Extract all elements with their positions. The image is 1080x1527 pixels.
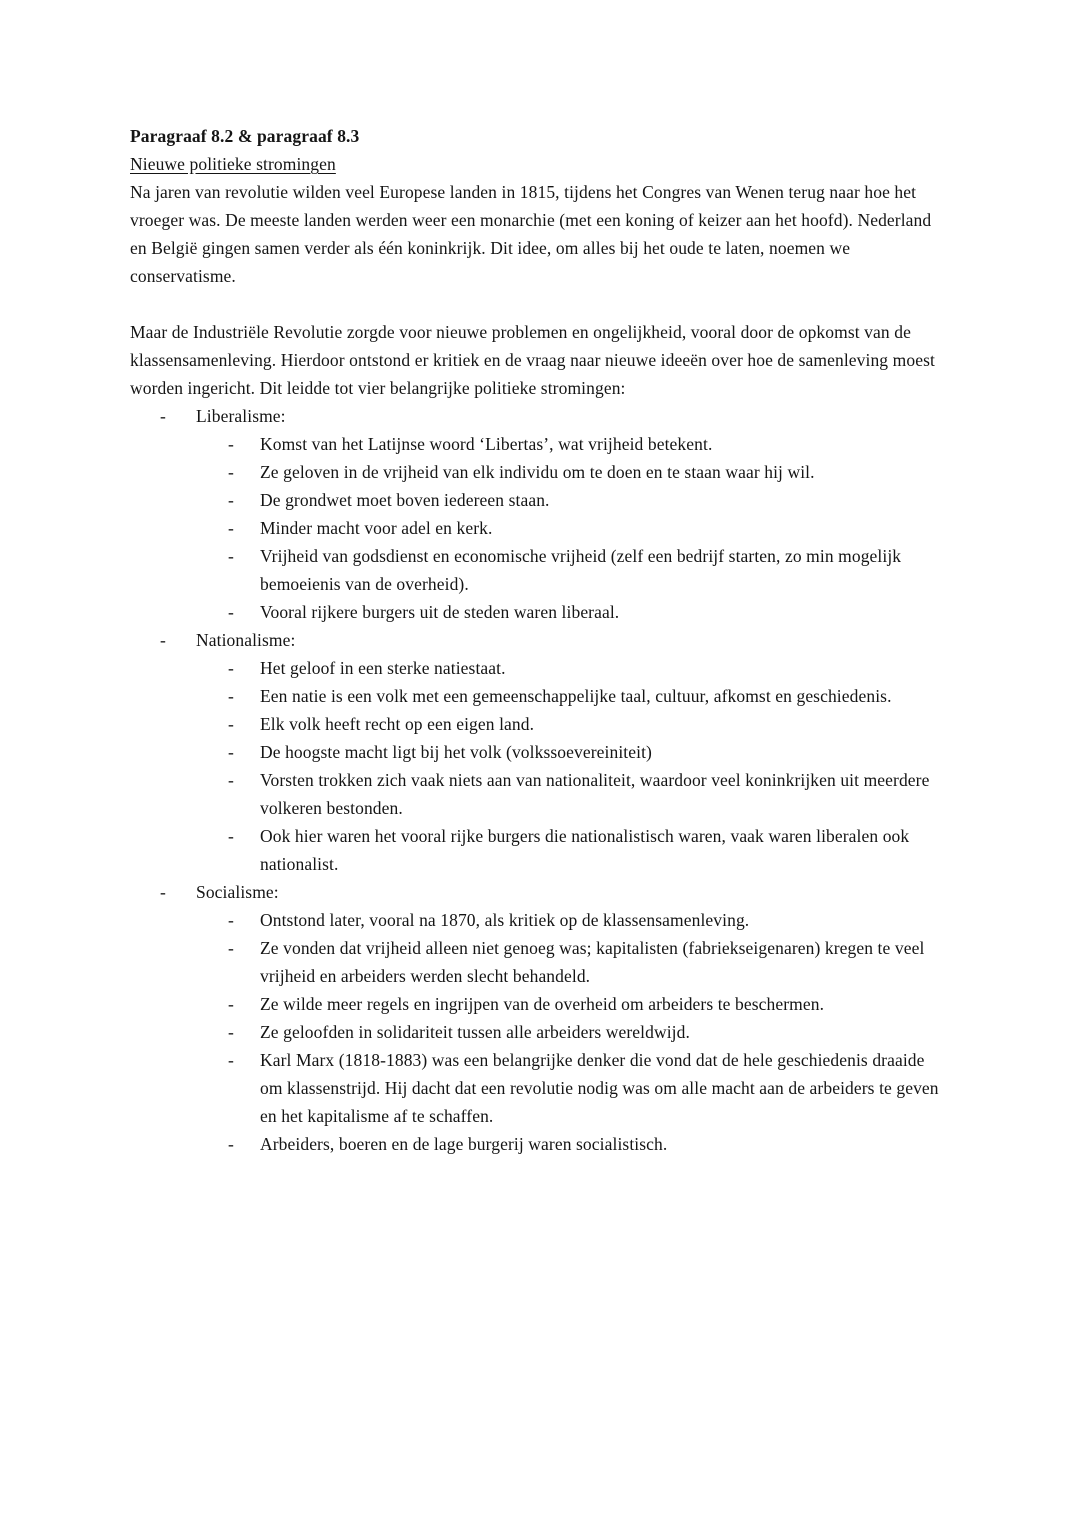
list-item [130,514,944,542]
bullet-dash: - [228,546,234,566]
list-item [130,766,944,822]
bullet-text: Ze geloofden in solidariteit tussen alle arbeiders wereldwijd. [260,1022,690,1042]
bullet-text: Komst van het Latijnse woord ‘Libertas’, wat vrijheid betekent. [260,434,713,454]
list-item [130,710,944,738]
bullet-text: Vrijheid van godsdienst en economische vrijheid (zelf een bedrijf starten, zo min mogelijk bemoeienis van de overheid). [260,546,902,594]
list-item [130,1018,944,1046]
bullet-text: Ze geloven in de vrijheid van elk individu om te doen en te staan waar hij wil. [260,462,815,482]
list-item [130,906,944,934]
list-item [130,430,944,458]
bullet-dash: - [228,490,234,510]
bullet-dash: - [160,406,166,426]
bullet-text: Het geloof in een sterke natiestaat. [260,658,506,678]
movement-label: Liberalisme: [196,406,286,426]
bullet-text: Ook hier waren het vooral rijke burgers die nationalistisch waren, vaak waren liberalen ook nationalist. [260,826,910,874]
second-paragraph: Maar de Industriële Revolutie zorgde voor nieuwe problemen en ongelijkheid, vooral door de opkomst van de klassensamenleving. Hierdoor ontstond er kritiek en de vraag naar nieuwe ideeën over hoe de samenleving moest worden ingericht. Dit leidde tot vier belangrijke politieke stromingen: [130,322,935,398]
bullet-dash: - [228,1050,234,1070]
bullet-dash: - [228,518,234,538]
bullet-dash: - [160,882,166,902]
list-item [130,1046,944,1130]
bullet-dash: - [228,434,234,454]
list-item-liberalisme [130,402,944,430]
page-subtitle: Nieuwe politieke stromingen [130,154,336,174]
page-title: Paragraaf 8.2 & paragraaf 8.3 [130,126,360,146]
bullet-text: Een natie is een volk met een gemeenschappelijke taal, cultuur, afkomst en geschiedenis. [260,686,892,706]
bullet-text: De hoogste macht ligt bij het volk (volkssoevereiniteit) [260,742,652,762]
bullet-text: Ze wilde meer regels en ingrijpen van de overheid om arbeiders te beschermen. [260,994,825,1014]
bullet-text: Vorsten trokken zich vaak niets aan van nationaliteit, waardoor veel koninkrijken uit meerdere volkeren bestonden. [260,770,930,818]
bullet-text: Ze vonden dat vrijheid alleen niet genoeg was; kapitalisten (fabriekseigenaren) kregen te veel vrijheid en arbeiders werden slecht behandeld. [260,938,925,986]
bullet-text: De grondwet moet boven iedereen staan. [260,490,550,510]
bullet-dash: - [228,1134,234,1154]
bullet-dash: - [228,714,234,734]
list-item [130,738,944,766]
list-item [130,990,944,1018]
bullet-dash: - [228,994,234,1014]
list-item [130,458,944,486]
bullet-dash: - [228,462,234,482]
movement-label: Socialisme: [196,882,279,902]
bullet-text: Elk volk heeft recht op een eigen land. [260,714,535,734]
paragraph-gap [130,290,944,318]
list-item [130,934,944,990]
list-item [130,486,944,514]
list-item [130,1130,944,1158]
document-page [130,122,944,1158]
bullet-text: Minder macht voor adel en kerk. [260,518,493,538]
bullet-dash: - [228,1022,234,1042]
bullet-dash: - [228,602,234,622]
list-item [130,598,944,626]
bullet-text: Vooral rijkere burgers uit de steden waren liberaal. [260,602,620,622]
bullet-dash: - [160,630,166,650]
bullet-dash: - [228,770,234,790]
bullet-text: Arbeiders, boeren en de lage burgerij waren socialistisch. [260,1134,668,1154]
list-item [130,542,944,598]
bullet-dash: - [228,910,234,930]
bullet-dash: - [228,686,234,706]
movement-label: Nationalisme: [196,630,296,650]
bullet-dash: - [228,938,234,958]
list-item-nationalisme [130,626,944,654]
political-movements-list [130,402,944,1158]
bullet-dash: - [228,826,234,846]
bullet-dash: - [228,658,234,678]
bullet-text: Ontstond later, vooral na 1870, als kritiek op de klassensamenleving. [260,910,750,930]
list-item [130,822,944,878]
intro-paragraph: Na jaren van revolutie wilden veel Europese landen in 1815, tijdens het Congres van Wenen terug naar hoe het vroeger was. De meeste landen werden weer een monarchie (met een koning of keizer aan het hoofd). Nederland en België gingen samen verder als één koninkrijk. Dit idee, om alles bij het oude te laten, noemen we conservatisme. [130,182,932,286]
list-item [130,654,944,682]
bullet-dash: - [228,742,234,762]
list-item [130,682,944,710]
bullet-text: Karl Marx (1818-1883) was een belangrijke denker die vond dat de hele geschiedenis draaide om klassenstrijd. Hij dacht dat een revolutie nodig was om alle macht aan de arbeiders te geven en het kapitalisme af te schaffen. [260,1050,939,1126]
list-item-socialisme [130,878,944,906]
